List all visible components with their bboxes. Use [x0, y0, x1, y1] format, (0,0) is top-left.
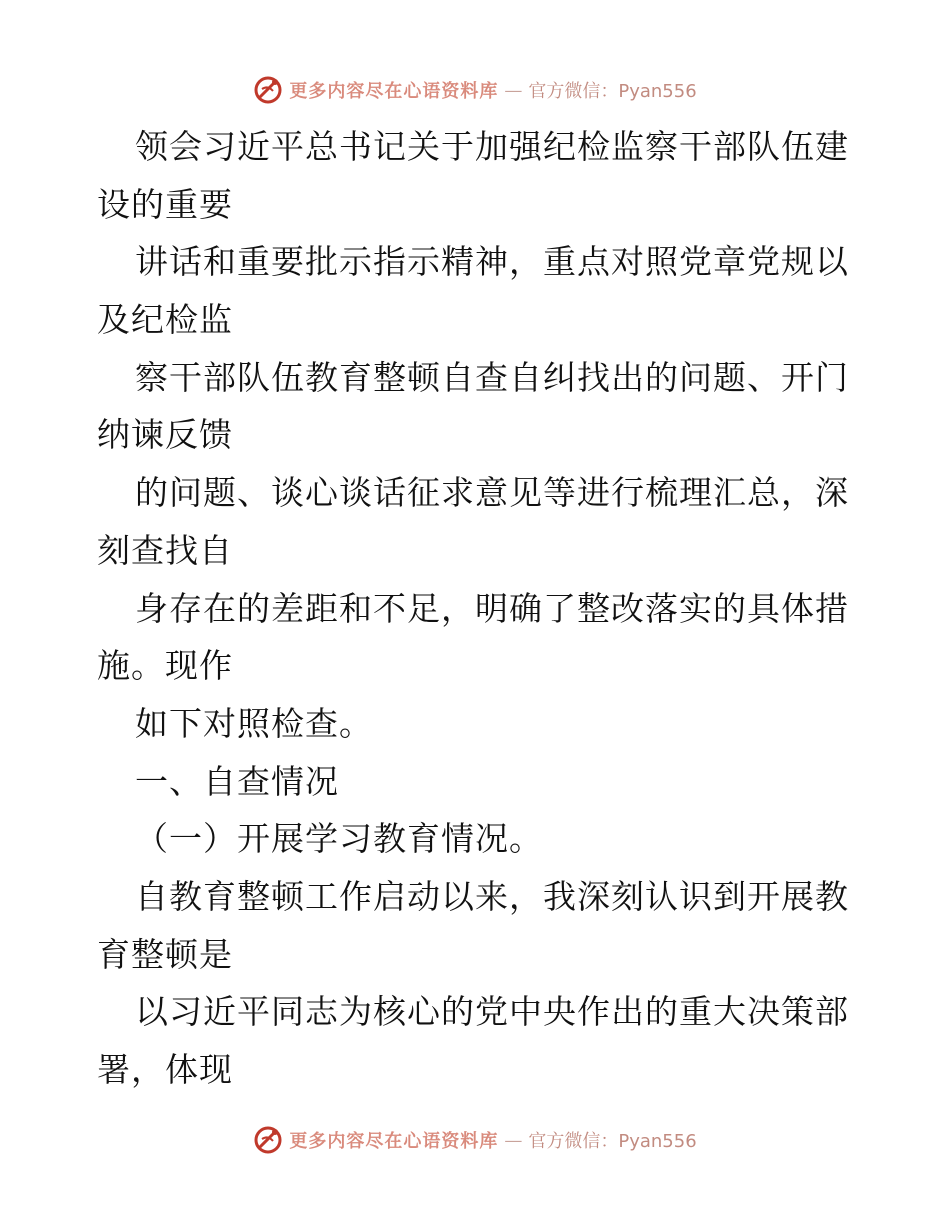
body-line: 刻查找自 — [97, 530, 233, 570]
body-line: 署，体现 — [97, 1050, 233, 1089]
body-line: 育整顿是 — [97, 934, 233, 974]
banner-wechat-text: 官方微信：Pyan556 — [528, 1131, 697, 1152]
body-line: 讲话和重要批示指示精神，重点对照党章党规以 — [135, 242, 849, 282]
banner-main-text: 更多内容尽在心语资料库 — [289, 81, 499, 102]
brand-logo-icon — [253, 1125, 283, 1155]
banner-wechat-text: 官方微信：Pyan556 — [528, 81, 697, 102]
body-line: 如下对照检查。 — [135, 703, 373, 743]
body-line: 以习近平同志为核心的党中央作出的重大决策部 — [135, 992, 849, 1032]
body-line: 察干部队伍教育整顿自查自纠找出的问题、开门 — [135, 357, 849, 397]
body-line: 施。现作 — [97, 646, 233, 686]
footer-watermark-banner — [0, 1120, 950, 1160]
banner-dash: — — [504, 1129, 523, 1151]
header-watermark-banner — [0, 70, 950, 110]
body-line: 的问题、谈心谈话征求意见等进行梳理汇总，深 — [135, 473, 849, 513]
banner-dash: — — [504, 79, 523, 101]
body-line: 设的重要 — [97, 184, 233, 224]
body-line: 及纪检监 — [97, 300, 233, 340]
brand-logo-icon — [253, 75, 283, 105]
body-line: 纳谏反馈 — [97, 415, 233, 455]
body-line: 身存在的差距和不足，明确了整改落实的具体措 — [135, 588, 849, 628]
subsection-heading: （一）开展学习教育情况。 — [135, 819, 543, 859]
body-line: 领会习近平总书记关于加强纪检监察干部队伍建 — [135, 127, 849, 166]
document-body — [97, 118, 857, 1099]
body-line: 自教育整顿工作启动以来，我深刻认识到开展教 — [135, 876, 849, 916]
section-heading: 一、自查情况 — [135, 761, 339, 801]
banner-main-text: 更多内容尽在心语资料库 — [289, 1131, 499, 1152]
